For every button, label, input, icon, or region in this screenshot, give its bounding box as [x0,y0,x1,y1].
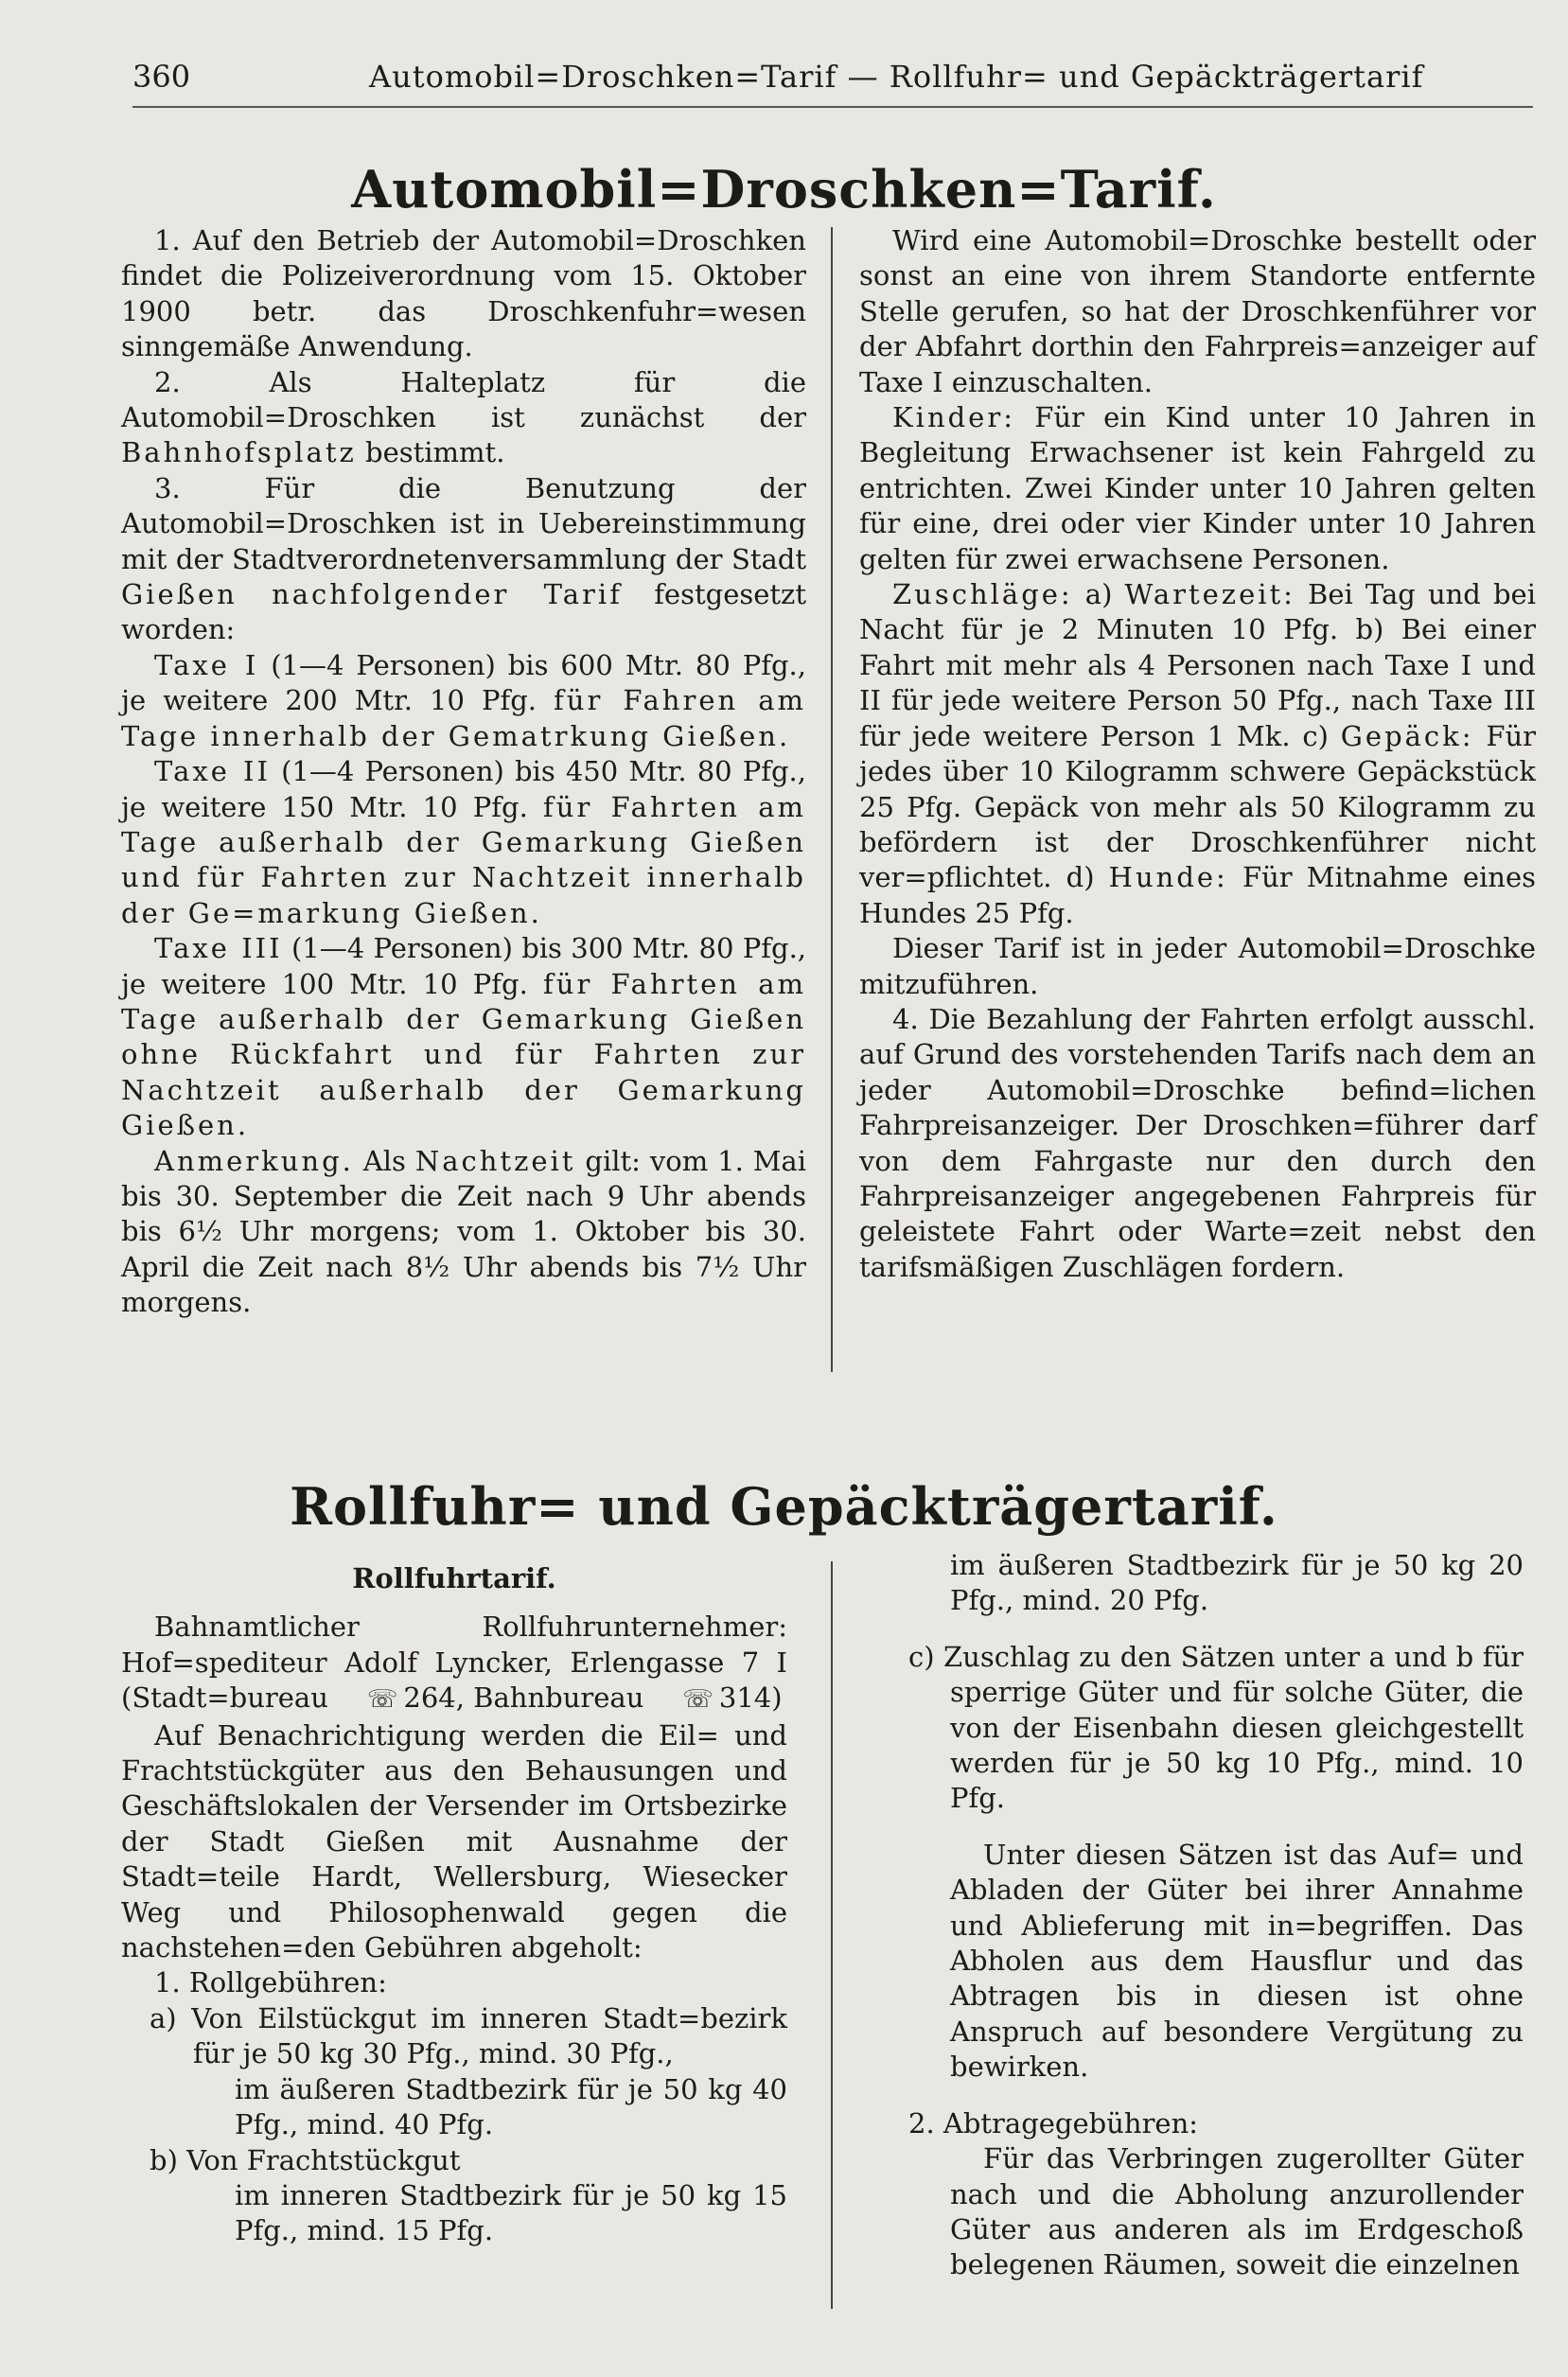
rollgebuehren-a-aeusserer: im äußeren Stadtbezirk für je 50 kg 40 Pfg., mind. 40 Pfg. [235,2072,787,2141]
phone-bahnbureau: 314) [718,1682,783,1715]
kinder-paragraph [859,400,1536,577]
taxe-1-label: Taxe I [154,648,259,681]
section1-right-column [859,223,1536,1285]
taxe-1-rate: (1—4 Personen) bis 600 Mtr. 80 Pfg., je weitere 200 Mtr. 10 Pfg. [121,648,806,717]
unternehmer-text: Bahnamtlicher Rollfuhrunternehmer: Hof=spediteur Adolf Lyncker, Erlengasse 7 I (Stadt=bureau [121,1611,787,1715]
zuschlag-c: c) Zuschlag zu den Sätzen unter a und b für sperrige Güter und für solche Güter, die von der Eisenbahn diesen gleichgestellt werden für je 50 kg 10 Pfg., mind. 10 Pfg. [908,1640,1524,1815]
taxe-3 [121,931,806,1143]
zuschlaege-label: Zuschläge: [892,578,1073,611]
anmerkung-label: Anmerkung. [154,1144,354,1177]
anmerkung-nachtzeit: Nachtzeit [414,1144,576,1177]
taxe-3-rate: (1—4 Personen) bis 300 Mtr. 80 Pfg., je weitere 100 Mtr. 10 Pfg. [121,932,807,1000]
paragraph-2 [121,365,806,471]
kinder-text: Für ein Kind unter 10 Jahren in Begleitung Erwachsener ist kein Fahrgeld zu entrichten. Zwei Kinder unter 10 Jahren gelten für eine, drei oder vier Kinder unter 10 Jahren gelten für zwei erwachsene Personen. [859,401,1536,575]
rollgebuehren-b-aeusserer: im äußeren Stadtbezirk für je 50 kg 20 Pfg., mind. 20 Pfg. [950,1549,1524,1617]
kinder-label: Kinder: [892,401,1015,434]
anmerkung [121,1144,806,1321]
rollgebuehren-b-innerer: im inneren Stadtbezirk für je 50 kg 15 Pfg., mind. 15 Pfg. [235,2178,787,2247]
taxe-3-label: Taxe III [154,932,283,965]
p2-text-c: bestimmt. [356,436,505,469]
p3-text-c: festgesetzt worden: [121,578,806,646]
section1-left-column [121,223,806,1321]
benachrichtigung-paragraph: Auf Benachrichtigung werden die Eil= und Frachtstückgüter aus den Behausungen und Geschäftslokalen der Versender im Ortsbezirke der Stadt Gießen mit Ausnahme der Stadt=teile Hardt, Wellersburg, Wiesecker Weg und Philosophenwald gegen die nachstehen=den Gebühren abgeholt: [121,1718,787,1964]
column-divider-1 [831,227,833,1372]
gepaeck-label: Gepäck: [1340,719,1474,752]
page-number: 360 [132,59,191,95]
abtragegebuehren-heading: 2. Abtragegebühren: [908,2106,1199,2139]
taxe-3-scope: für Fahrten am Tage außerhalb der Gemarkung Gießen ohne Rückfahrt und für Fahrten zur Nachtzeit außerhalb der Gemarkung Gießen. [121,967,806,1142]
taxe-2 [121,754,806,931]
telephone-icon: ☏ [682,1685,714,1715]
taxe-1 [121,648,806,754]
subtitle-rollfuhrtarif: Rollfuhrtarif. [352,1562,556,1594]
hunde-label: Hunde: [1108,861,1228,894]
p3-text-a: 3. Für die Benutzung der Automobil=Droschken ist in Uebereinstimmung mit der Stadtverordnetenversammlung der Stadt [121,471,806,575]
bestellung-paragraph: Wird eine Automobil=Droschke bestellt oder sonst an eine von ihrem Standorte entfernte Stelle gerufen, so hat der Droschkenführer vor der Abfahrt dorthin den Fahrpreis=anzeiger auf Taxe I einzuschalten. [859,224,1536,398]
bahnbureau-text: , Bahnbureau [455,1682,644,1715]
section2-right-column [908,1548,1524,2283]
paragraph-1: 1. Auf den Betrieb der Automobil=Droschken findet die Polizeiverordnung vom 15. Oktober 1900 betr. das Droschkenfuhr=wesen sinngemäße Anwendung. [121,224,806,363]
abtragegebuehren-text: Für das Verbringen zugerollter Güter nach und die Abholung anzurollender Güter aus anderen als im Erdgeschoß belegenen Räumen, soweit die einzelnen [950,2142,1524,2281]
auf-und-abladen-note: Unter diesen Sätzen ist das Auf= und Abladen der Güter bei ihrer Annahme und Ablieferung mit in=begriffen. Das Abholen aus dem Hausflur und das Abtragen bis in diesen ist ohne Anspruch auf besondere Vergütung zu bewirken. [950,1838,1524,2084]
anmerkung-text: gilt: vom 1. Mai bis 30. September die Zeit nach 9 Uhr abends bis 6½ Uhr morgens; vom 1. Oktober bis 30. April die Zeit nach 8½ Uhr abends bis 7½ Uhr morgens. [121,1144,806,1319]
running-title: Automobil=Droschken=Tarif — Rollfuhr= und Gepäckträgertarif [369,59,1424,95]
zuschlaege-text-3: Für Mitnahme eines Hundes 25 Pfg. [859,861,1537,929]
section-title-automobil: Automobil=Droschken=Tarif. [351,159,1217,220]
mitfuehren-paragraph: Dieser Tarif ist in jeder Automobil=Droschke mitzuführen. [859,932,1536,1000]
rollgebuehren-b: b) Von Frachtstückgut [150,2143,461,2176]
taxe-2-scope: für Fahrten am Tage außerhalb der Gemarkung Gießen und für Fahrten zur Nachtzeit innerhalb der Ge=markung Gießen. [121,790,806,929]
unternehmer-paragraph [121,1610,787,1717]
wartezeit-label: Wartezeit: [1124,578,1295,611]
anmerkung-als: Als [353,1144,415,1177]
section2-left-column [121,1561,787,2249]
bezahlung-paragraph: 4. Die Bezahlung der Fahrten erfolgt ausschl. auf Grund des vorstehenden Tarifs nach dem an jeder Automobil=Droschke befind=lichen Fahrpreisanzeiger. Der Droschken=führer darf von dem Fahrgaste nur den durch den Fahrpreisanzeiger angegebenen Fahrpreis für geleistete Fahrt oder Warte=zeit nebst den tarifsmäßigen Zuschlägen fordern. [859,1002,1536,1283]
column-divider-2 [831,1561,833,2309]
paragraph-3 [121,471,806,648]
rollgebuehren-heading: 1. Rollgebühren: [154,1966,387,1999]
section-title-rollfuhr: Rollfuhr= und Gepäckträgertarif. [290,1476,1278,1537]
phone-stadtbureau: 264 [403,1682,456,1715]
taxe-2-rate: (1—4 Personen) bis 450 Mtr. 80 Pfg., je weitere 150 Mtr. 10 Pfg. [121,755,806,823]
telephone-icon: ☏ [366,1685,398,1715]
rollgebuehren-a: a) Von Eilstückgut im inneren Stadt=bezirk für je 50 kg 30 Pfg., mind. 30 Pfg., [150,2001,787,2070]
taxe-2-label: Taxe II [154,755,271,788]
zuschlaege-paragraph [859,577,1536,931]
p3-text-spaced: Gießen nachfolgender Tarif [121,578,623,611]
zuschlaege-text-2: Für jedes über 10 Kilogramm schwere Gepäckstück 25 Pfg. Gepäck von mehr als 50 Kilogramm zu befördern ist der Droschkenführer nicht ver=pflichtet. d) [859,719,1536,894]
p2-text-a: 2. Als Halteplatz für die Automobil=Droschken ist zunächst der [121,365,806,434]
zuschlaege-a: a) [1072,578,1125,611]
taxe-1-scope: für Fahren am Tage innerhalb der Gematrkung Gießen. [121,684,806,752]
zuschlaege-text-1: Bei Tag und bei Nacht für je 2 Minuten 10 Pfg. b) Bei einer Fahrt mit mehr als 4 Personen nach Taxe I und II für jede weitere Person 50 Pfg., nach Taxe III für jede weitere Person 1 Mk. c) [859,578,1536,752]
p2-text-spaced: Bahnhofsplatz [121,436,357,469]
running-header [132,49,1533,108]
